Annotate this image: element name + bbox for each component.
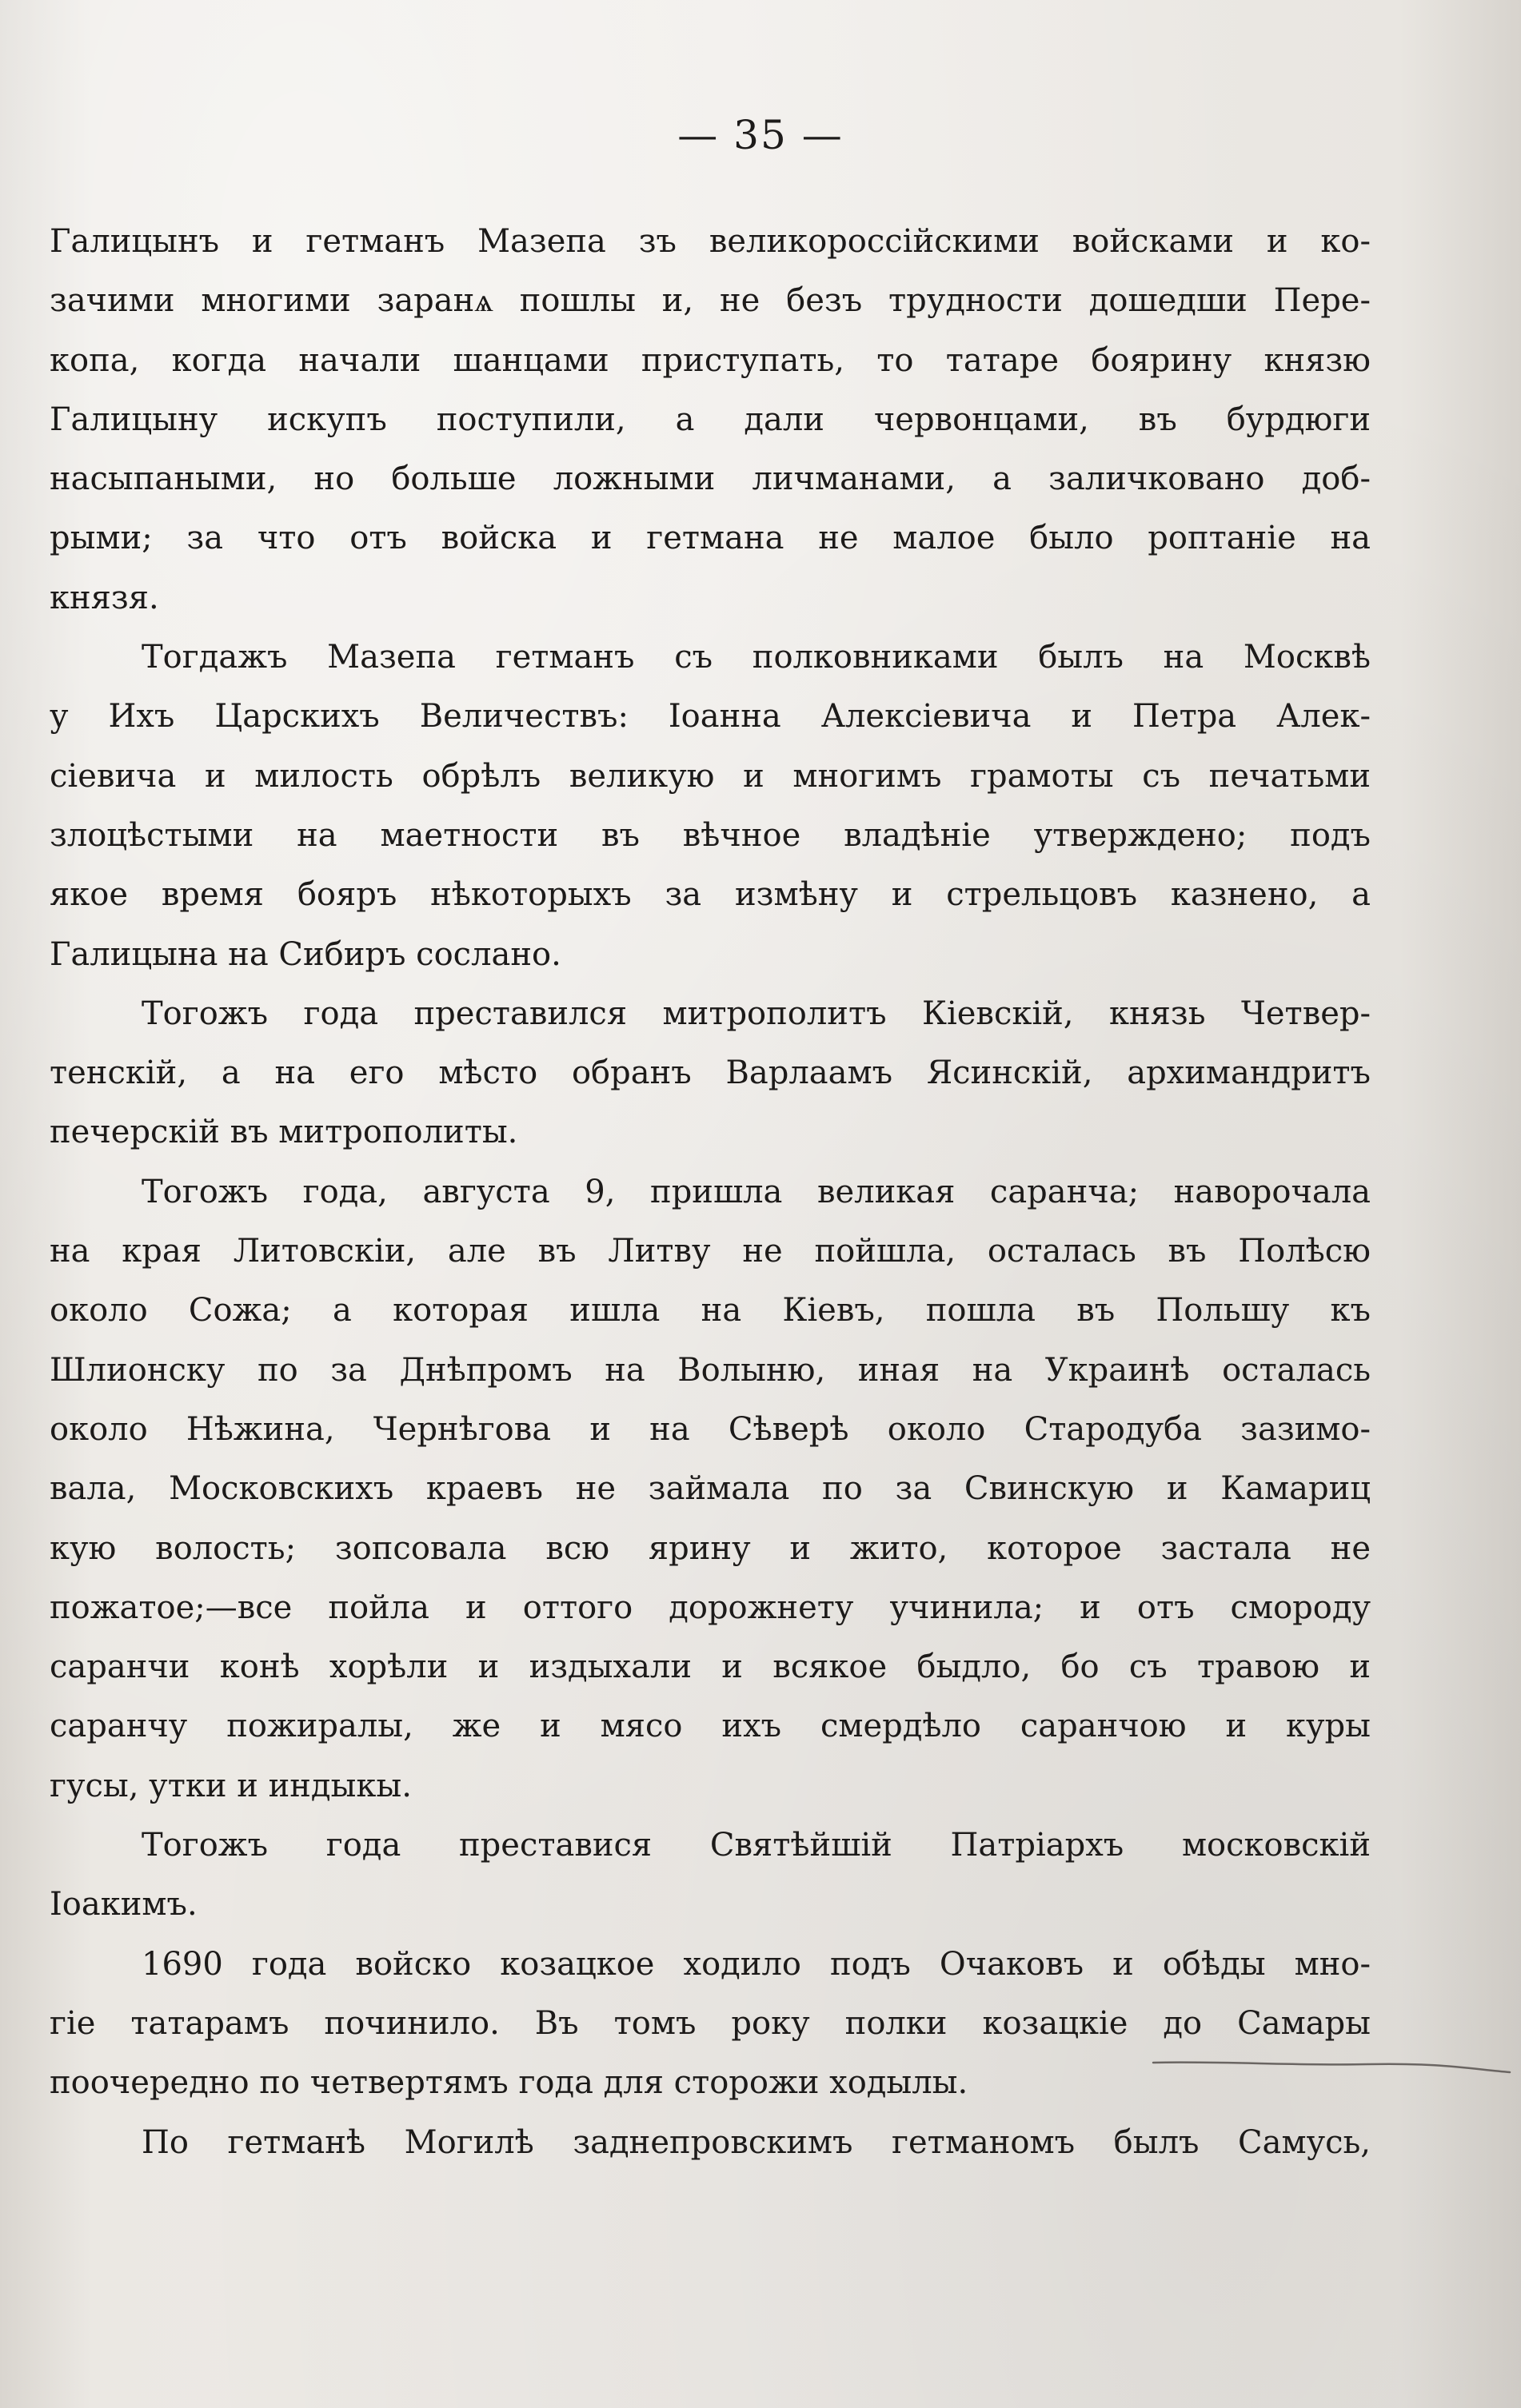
text-line: насыпаными, но больше ложными личманами, а заличковано доб-	[50, 460, 1371, 498]
text-line: на края Литовскіи, але въ Литву не пойшла, осталась въ Полѣсю	[50, 1233, 1371, 1270]
text-line: злоцѣстыми на маетности въ вѣчное владѣніе утверждено; подъ	[50, 816, 1371, 854]
paragraph-2	[50, 628, 1371, 984]
paragraph-3	[50, 984, 1371, 1162]
text-line: Шлионску по за Днѣпромъ на Волыню, иная на Украинѣ осталась	[50, 1351, 1371, 1389]
text-line: пожатое;—все пойла и оттого дорожнету учинила; и отъ смороду	[50, 1589, 1371, 1626]
text-line: сіевича и милость обрѣлъ великую и многимъ грамоты съ печатьми	[50, 757, 1371, 795]
text-line: Галицынъ и гетманъ Мазепа зъ великороссійскими войсками и ко-	[50, 223, 1371, 260]
text-line: саранчу пожиралы, же и мясо ихъ смердѣло саранчою и куры	[50, 1708, 1371, 1745]
text-line: князя.	[50, 579, 159, 616]
text-line: у Ихъ Царскихъ Величествъ: Іоанна Алексіевича и Петра Алек-	[50, 698, 1371, 736]
text-line: рыми; за что отъ войска и гетмана не малое было роптаніе на	[50, 520, 1371, 557]
paragraph-7	[50, 2113, 1371, 2172]
paragraph-4	[50, 1162, 1371, 1816]
page-number: — 35 —	[677, 112, 844, 158]
body-text	[50, 212, 1371, 2172]
pencil-underline-mark	[1152, 2053, 1511, 2077]
text-line: Галицыну искупъ поступили, а дали червонцами, въ бурдюги	[50, 401, 1371, 438]
text-line: Тогдажъ Мазепа гетманъ съ полковниками былъ на Москвѣ	[142, 639, 1371, 676]
text-line: Тогожъ года преставися Святѣйшій Патріархъ московскій	[142, 1827, 1371, 1864]
paragraph-5	[50, 1816, 1371, 1935]
text-line: зачими многими заранѧ пошлы и, не безъ трудности дошедши Пере-	[50, 282, 1371, 320]
text-line: гіе татарамъ починило. Въ томъ року полки козацкіе до Самары	[50, 2004, 1371, 2042]
text-line: саранчи конѣ хорѣли и издыхали и всякое быдло, бо съ травою и	[50, 1649, 1371, 1686]
text-line: гусы, утки и индыкы.	[50, 1767, 412, 1804]
text-line: около Сожа; а которая ишла на Кіевъ, пошла въ Польшу къ	[50, 1292, 1371, 1330]
paragraph-1	[50, 212, 1371, 628]
text-line: кую волость; зопсовала всю ярину и жито, которое застала не	[50, 1529, 1371, 1567]
text-line: печерскій въ митрополиты.	[50, 1114, 518, 1151]
text-line: Тогожъ года преставился митрополитъ Кіевскій, князь Четвер-	[142, 995, 1371, 1032]
text-line: около Нѣжина, Чернѣгова и на Сѣверѣ около Стародуба зазимо-	[50, 1410, 1371, 1448]
paragraph-6	[50, 1935, 1371, 2113]
text-line: копа, когда начали шанцами приступать, то татаре боярину князю	[50, 341, 1371, 379]
text-line: вала, Московскихъ краевъ не займала по за Свинскую и Камариц	[50, 1470, 1371, 1508]
text-line: Іоакимъ.	[50, 1886, 198, 1924]
text-line: Галицына на Сибиръ сослано.	[50, 935, 561, 973]
text-line: 1690 года войско козацкое ходило подъ Очаковъ и обѣды мно-	[142, 1945, 1371, 1983]
text-line: По гетманѣ Могилѣ заднепровскимъ гетманомъ былъ Самусь,	[142, 2123, 1371, 2161]
text-line: поочередно по четвертямъ года для сторожи ходылы.	[50, 2064, 968, 2102]
text-line: якое время бояръ нѣкоторыхъ за измѣну и стрельцовъ казнено, а	[50, 876, 1371, 914]
text-line: тенскій, а на его мѣсто обранъ Варлаамъ Ясинскій, архимандритъ	[50, 1054, 1371, 1092]
text-line: Тогожъ года, августа 9, пришла великая саранча; наворочала	[142, 1173, 1371, 1210]
